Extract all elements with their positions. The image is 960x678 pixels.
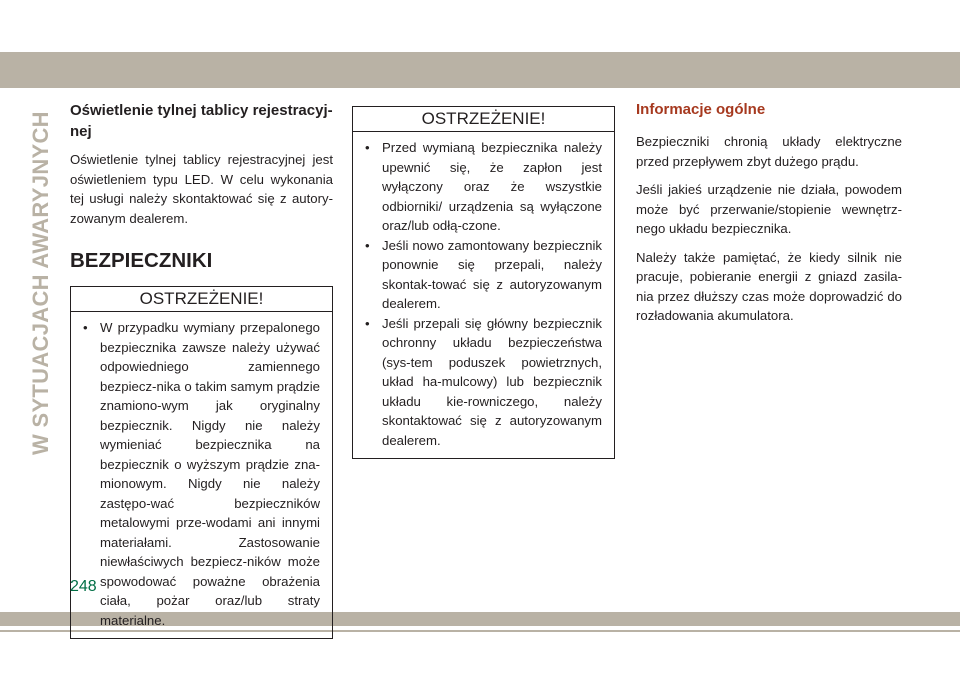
paragraph-license-plate-lamp: Oświetlenie tylnej tablicy rejestracyjnej jest oświetleniem typu LED. W celu wykonania tej usługi należy skontaktować się z autory-zowanym dealerem. — [70, 152, 333, 226]
warning-item-text: Jeśli nowo zamontowany bezpiecznik ponownie się przepali, należy skontak-tować się z autoryzowanym dealerem. — [382, 237, 602, 311]
warning-item — [365, 138, 602, 236]
warning-item-text: W przypadku wymiany przepalonego bezpiecznika zawsze należy używać odpowiedniego zamiennego bezpiecz-nika o takim samym prądzie znamiono-wym jak oryginalny bezpiecznik. Nigdy nie należy wymieniać bezpiecznika na bezpiecznik o wyższym prądzie zna-mionowym. Nigdy nie należy zastępo-wać bezpieczników metalowymi prze-wodami ani innymi materiałami. Zastosowanie niewłaściwych bezpiecz-ników może spowodować poważne obrażenia ciała, pożar oraz/lub straty materialne. — [100, 320, 320, 628]
section-side-tab: W SYTUACJACH AWARYJNYCH — [28, 111, 53, 455]
page-number: 248 — [70, 578, 97, 595]
warning-box-fuse-safety — [352, 106, 615, 459]
paragraph-general-3: Należy także pamiętać, że kiedy silnik nie pracuje, pobieranie energii z gniazd zasila-nia przez dłuższy czas może doprowadzić do rozładowania akumulatora. — [636, 249, 902, 323]
warning-item-text: Przed wymianą bezpiecznika należy upewnić się, że zapłon jest wyłączony oraz że wszystkie odbiorniki/ urządzenia są wyłączone oraz/lub odłą-czone. — [382, 140, 602, 233]
warning-title: OSTRZEŻENIE! — [353, 107, 614, 132]
warning-list — [71, 312, 332, 638]
subheading-license-plate-lamp: Oświetlenie tylnej tablicy rejestracyj-nej — [70, 102, 333, 140]
warning-item — [83, 318, 320, 630]
paragraph-general-1: Bezpieczniki chronią układy elektryczne przed przepływem zbyt dużego prądu. — [636, 134, 902, 169]
warning-item — [365, 236, 602, 314]
bullet-icon: • — [365, 237, 370, 253]
column-middle — [352, 106, 615, 459]
column-right — [636, 100, 902, 335]
bullet-icon: • — [83, 320, 88, 335]
warning-box-fuse-replacement — [70, 286, 333, 639]
heading-general-information: Informacje ogólne — [636, 101, 766, 118]
warning-title: OSTRZEŻENIE! — [71, 287, 332, 312]
warning-list — [353, 132, 614, 458]
column-left — [70, 100, 333, 639]
bullet-icon: • — [365, 315, 370, 331]
warning-item — [365, 314, 602, 451]
heading-fuses: BEZPIECZNIKI — [70, 249, 213, 272]
bullet-icon: • — [365, 140, 370, 155]
paragraph-general-2: Jeśli jakieś urządzenie nie działa, powodem może być przerwanie/stopienie wewnętrz-nego układu bezpiecznika. — [636, 182, 902, 236]
warning-item-text: Jeśli przepali się główny bezpiecznik ochronny układu bezpieczeństwa (sys-tem poduszek powietrznych, układ ha-mulcowy) lub bezpiecznik układu kie-rowniczego, należy skontaktować się z autoryzowanym dealerem. — [382, 315, 602, 448]
header-band — [0, 52, 960, 88]
